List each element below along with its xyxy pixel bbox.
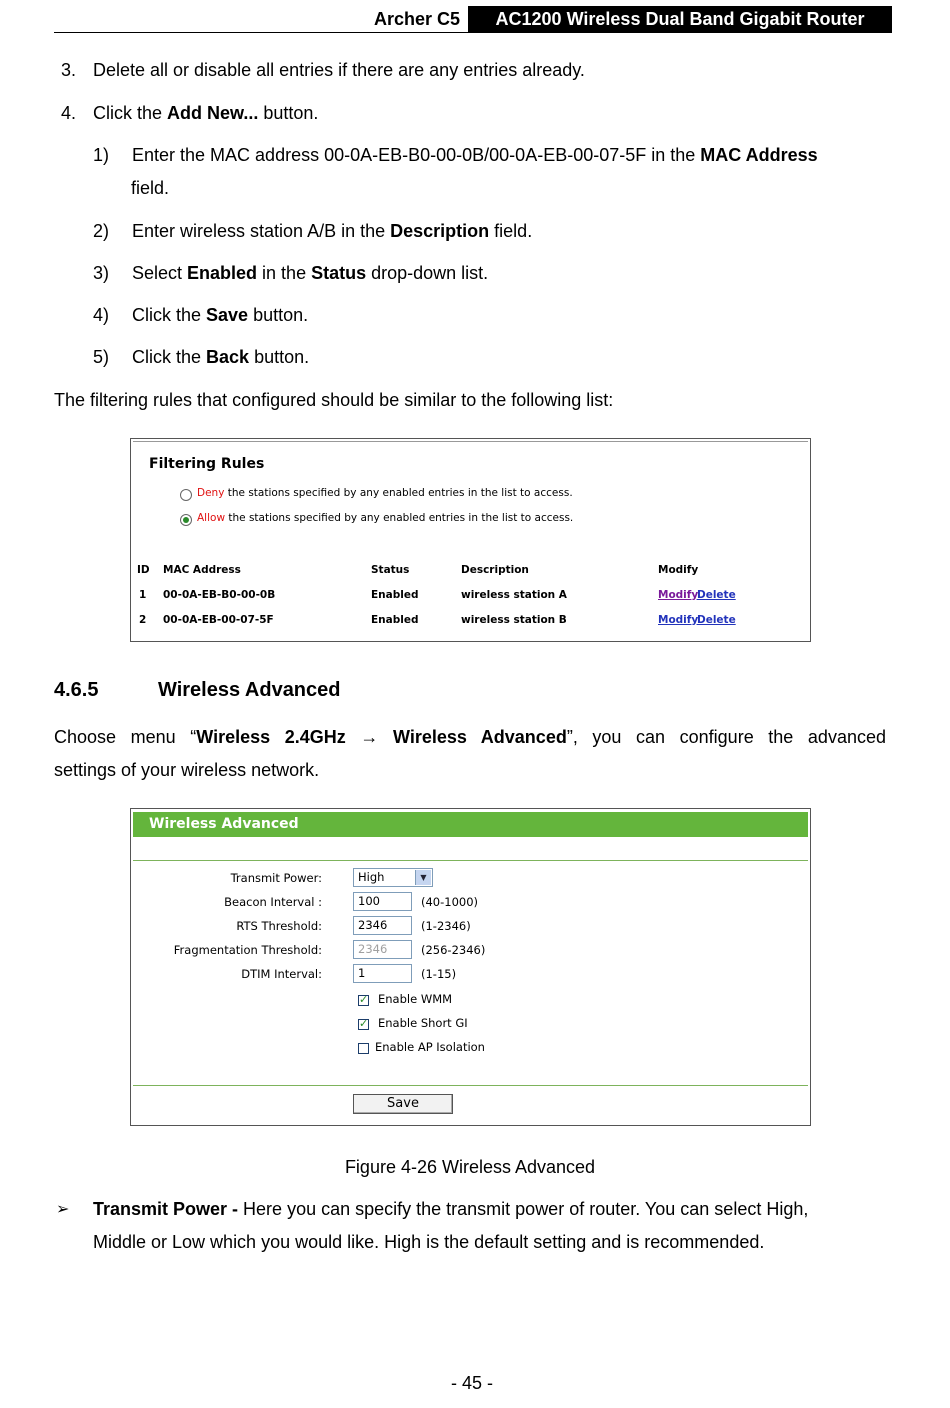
row-2-modify-link[interactable]: Modify	[658, 614, 699, 626]
page-header	[54, 6, 892, 32]
row-2-mac: 00-0A-EB-00-07-5F	[163, 614, 274, 626]
step-3-number: 3.	[61, 60, 77, 80]
save-button[interactable]: Save	[353, 1094, 453, 1114]
row-1-status: Enabled	[371, 589, 419, 601]
col-description: Description	[461, 564, 529, 576]
panel-top-divider	[133, 860, 808, 861]
transmit-power-select[interactable]: High ▼	[353, 868, 433, 887]
substep-1-text: Enter the MAC address 00-0A-EB-B0-00-0B/00-0A-EB-00-07-5F in the MAC Address	[132, 145, 818, 165]
substep-1-number: 1)	[93, 145, 110, 165]
page-number: - 45 -	[450, 1373, 493, 1393]
substep-2-number: 2)	[93, 221, 110, 241]
substep-5-text: Click the Back button.	[132, 347, 310, 367]
filtering-rules-screenshot	[130, 438, 811, 642]
dtim-interval-input[interactable]: 1	[353, 964, 412, 983]
wireless-advanced-title: Wireless Advanced	[133, 812, 808, 837]
bullet-text: Transmit Power - Here you can specify the transmit power of router. You can select High,	[93, 1199, 809, 1219]
header-model: Archer C5	[373, 9, 460, 29]
substep-3-number: 3)	[93, 263, 110, 283]
enable-short-gi-checkbox[interactable]	[358, 1019, 369, 1030]
rts-threshold-range: (1-2346)	[421, 919, 471, 933]
rts-threshold-label: RTS Threshold:	[236, 919, 322, 933]
step-4-text: Click the Add New... button.	[93, 103, 319, 123]
fragmentation-threshold-range: (256-2346)	[421, 943, 486, 957]
list-intro: The filtering rules that configured should be similar to the following list:	[54, 390, 614, 410]
step-3-text: Delete all or disable all entries if there are any entries already.	[93, 60, 585, 80]
row-2-id: 2	[139, 614, 147, 626]
deny-radio[interactable]	[180, 489, 192, 501]
enable-wmm-label: Enable WMM	[378, 992, 453, 1006]
row-2-delete-link[interactable]: Delete	[697, 614, 736, 626]
enable-ap-isolation-label: Enable AP Isolation	[375, 1040, 485, 1054]
section-intro: Choose menu “Wireless 2.4GHz → Wireless Advanced”, you can configure the advanced	[54, 727, 886, 747]
row-1-id: 1	[139, 589, 147, 601]
enable-ap-isolation-checkbox[interactable]	[358, 1043, 369, 1054]
section-title: Wireless Advanced	[158, 679, 341, 701]
enable-short-gi-label: Enable Short GI	[378, 1016, 468, 1030]
transmit-power-label: Transmit Power:	[230, 871, 322, 885]
row-1-description: wireless station A	[461, 589, 567, 601]
allow-label: Allow the stations specified by any enabled entries in the list to access.	[197, 512, 574, 524]
row-2-status: Enabled	[371, 614, 419, 626]
substep-3-text: Select Enabled in the Status drop-down list.	[132, 263, 489, 283]
panel-top-rule	[133, 441, 808, 442]
beacon-interval-range: (40-1000)	[421, 895, 479, 909]
col-id: ID	[137, 564, 150, 576]
step-4-number: 4.	[61, 103, 77, 123]
substep-4-text: Click the Save button.	[132, 305, 309, 325]
panel-bottom-divider	[133, 1085, 808, 1086]
row-2-description: wireless station B	[461, 614, 567, 626]
col-status: Status	[371, 564, 410, 576]
beacon-interval-label: Beacon Interval :	[224, 895, 322, 909]
substep-2-text: Enter wireless station A/B in the Description field.	[132, 221, 533, 241]
substep-5-number: 5)	[93, 347, 110, 367]
substep-1-cont: field.	[131, 178, 170, 198]
deny-label: Deny the stations specified by any enabled entries in the list to access.	[197, 487, 573, 499]
beacon-interval-input[interactable]: 100	[353, 892, 412, 911]
allow-radio[interactable]	[180, 514, 192, 526]
col-mac: MAC Address	[163, 564, 241, 576]
row-1-mac: 00-0A-EB-B0-00-0B	[163, 589, 276, 601]
fragmentation-threshold-input[interactable]: 2346	[353, 940, 412, 959]
filtering-rules-title: Filtering Rules	[149, 456, 265, 472]
dtim-interval-range: (1-15)	[421, 967, 457, 981]
section-intro-cont: settings of your wireless network.	[54, 760, 320, 780]
chevron-down-icon[interactable]: ▼	[415, 870, 431, 885]
dtim-interval-label: DTIM Interval:	[241, 967, 322, 981]
rts-threshold-input[interactable]: 2346	[353, 916, 412, 935]
substep-4-number: 4)	[93, 305, 110, 325]
fragmentation-threshold-label: Fragmentation Threshold:	[173, 943, 322, 957]
header-rule	[54, 32, 892, 33]
row-1-modify-link[interactable]: Modify	[658, 589, 699, 601]
bullet-arrow-icon: ➢	[56, 1201, 70, 1218]
wireless-advanced-screenshot	[130, 808, 811, 1126]
row-1-delete-link[interactable]: Delete	[697, 589, 736, 601]
section-number: 4.6.5	[54, 679, 99, 701]
col-modify: Modify	[658, 564, 699, 576]
figure-caption: Figure 4-26 Wireless Advanced	[344, 1157, 596, 1177]
bullet-text-cont: Middle or Low which you would like. High is the default setting and is recommended.	[93, 1232, 765, 1252]
enable-wmm-checkbox[interactable]	[358, 995, 369, 1006]
header-product: AC1200 Wireless Dual Band Gigabit Router	[468, 6, 892, 32]
